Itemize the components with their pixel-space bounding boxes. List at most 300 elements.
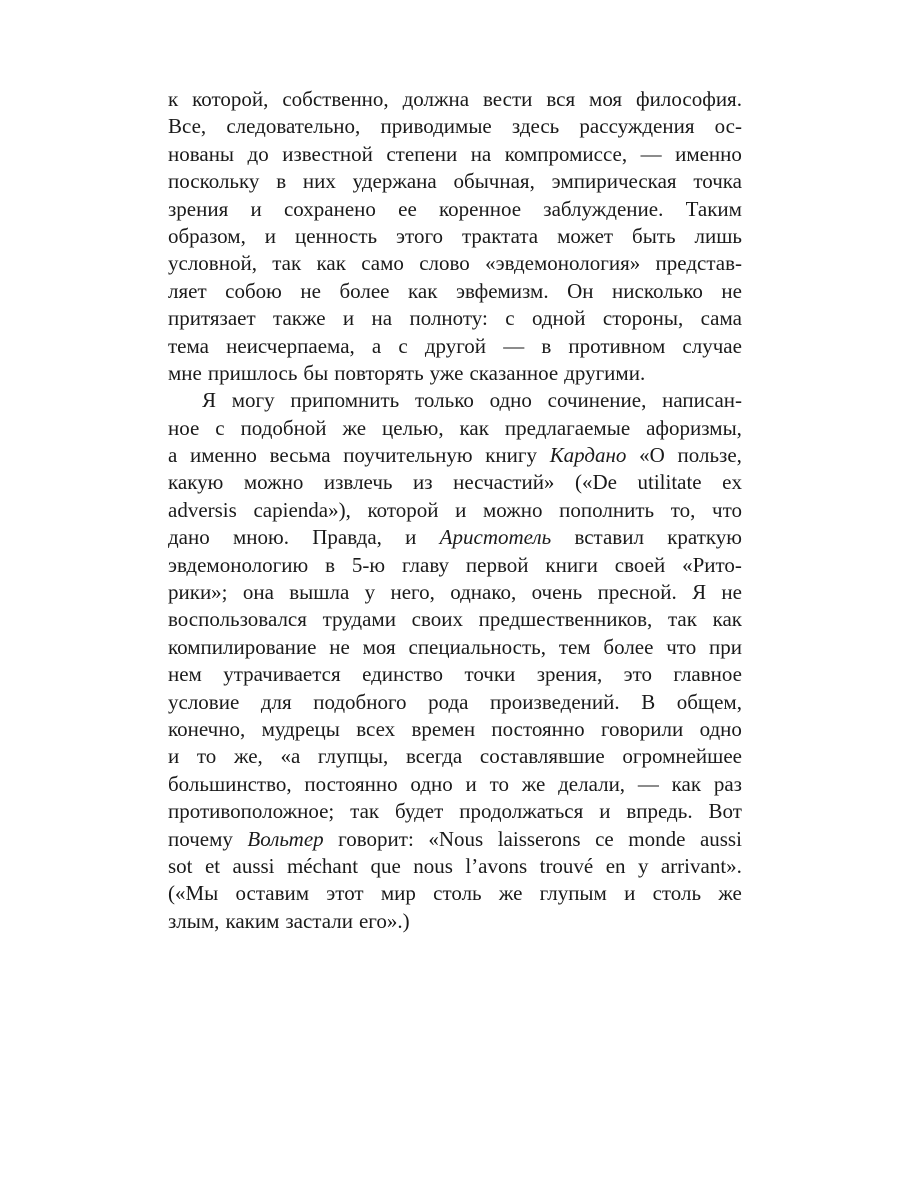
word	[612, 278, 703, 305]
word	[545, 552, 598, 579]
word	[692, 579, 706, 606]
text-line	[168, 278, 742, 305]
word	[197, 743, 216, 770]
word	[490, 689, 620, 716]
text-line	[168, 908, 742, 935]
word-text: этого	[396, 223, 444, 248]
word-text: это	[623, 662, 653, 687]
word-text: говорили	[600, 716, 684, 741]
word	[464, 661, 515, 688]
word	[675, 141, 742, 168]
word-text: пришлось	[207, 360, 298, 385]
word	[667, 524, 742, 551]
word	[505, 141, 627, 168]
word-text: однако,	[450, 580, 517, 605]
word	[403, 86, 469, 113]
text-line	[168, 415, 742, 442]
word-text: обычная,	[453, 169, 535, 194]
word-text: («Мы	[168, 881, 219, 906]
word	[226, 113, 360, 140]
word-text: заблуждение.	[543, 196, 664, 221]
word-text: тем	[558, 634, 591, 659]
word	[568, 333, 665, 360]
word-text: степени	[386, 141, 458, 166]
word	[300, 278, 321, 305]
word-text: здесь	[511, 114, 560, 139]
word	[628, 826, 685, 853]
word	[329, 634, 350, 661]
word	[413, 853, 453, 880]
word	[505, 415, 630, 442]
word	[428, 826, 483, 853]
word-text: компромиссе,	[504, 141, 628, 166]
word	[491, 716, 584, 743]
word	[641, 141, 662, 168]
word	[564, 360, 645, 387]
text-line	[168, 771, 742, 798]
word	[455, 497, 466, 524]
text-line	[168, 113, 742, 140]
word-text: лишь	[694, 223, 742, 248]
word	[343, 305, 354, 332]
text-line	[168, 442, 742, 469]
page-body	[168, 86, 742, 935]
word-text: припомнить	[290, 388, 400, 413]
word-text: «О	[639, 443, 665, 468]
word-text: и	[455, 497, 467, 522]
word-text: capienda»),	[253, 497, 351, 522]
word-text: можно	[243, 470, 304, 495]
word	[168, 278, 207, 305]
word-text: эвфемизм.	[455, 278, 549, 303]
paragraph	[168, 86, 742, 387]
word	[290, 387, 399, 414]
word-text: одно	[410, 771, 453, 796]
word-text: предлагаемые	[504, 415, 631, 440]
word-text: можно	[483, 497, 543, 522]
word-text: Правда,	[312, 525, 382, 550]
word	[168, 360, 202, 387]
text-line	[168, 196, 742, 223]
word	[406, 743, 462, 770]
word-text: и	[342, 306, 355, 331]
word-text: пополнить	[559, 497, 655, 522]
word	[270, 442, 331, 469]
word-text: как	[671, 771, 702, 796]
word-text: произведений.	[490, 689, 620, 714]
word-text: utilitate	[637, 470, 702, 495]
word	[343, 442, 472, 469]
word	[234, 743, 263, 770]
word	[168, 469, 223, 496]
word-text: и	[168, 744, 180, 769]
word-text: не	[329, 634, 350, 659]
word	[637, 469, 701, 496]
word	[532, 305, 586, 332]
word-text: же	[342, 415, 367, 440]
word	[567, 278, 593, 305]
word	[243, 579, 274, 606]
word-text: злым,	[168, 908, 220, 933]
word-text: с	[505, 306, 515, 331]
word-text: представ-	[655, 251, 742, 276]
word	[471, 141, 492, 168]
word-text: Таким	[685, 196, 742, 221]
word-text: афоризмы,	[646, 415, 742, 440]
word-text: и	[599, 799, 611, 824]
word	[677, 689, 742, 716]
word-text: поскольку	[168, 169, 260, 194]
word	[168, 415, 199, 442]
word-text: для	[260, 689, 292, 714]
word-text: monde	[628, 826, 686, 851]
word	[371, 853, 401, 880]
word	[215, 415, 224, 442]
text-line	[168, 141, 742, 168]
word-text: своих	[411, 607, 463, 632]
word-text: y	[637, 853, 649, 878]
word	[225, 278, 282, 305]
word-text: трудами	[322, 607, 396, 632]
word-text: et	[204, 853, 221, 878]
word-text: главное	[673, 662, 742, 687]
word-text: ex	[722, 470, 742, 495]
word	[244, 469, 304, 496]
word	[479, 606, 653, 633]
word	[343, 415, 367, 442]
word-text: раз	[713, 771, 742, 796]
word	[241, 415, 327, 442]
word-text: глупым	[539, 881, 607, 906]
word-text: другой	[424, 333, 487, 358]
word	[559, 634, 591, 661]
word	[638, 771, 659, 798]
word	[168, 442, 177, 469]
word	[638, 853, 649, 880]
word	[490, 771, 509, 798]
word	[251, 196, 262, 223]
word	[390, 579, 434, 606]
word-text: не	[721, 580, 742, 605]
word-text: книги	[545, 552, 598, 577]
word-text: и	[250, 196, 262, 221]
word	[540, 853, 594, 880]
word	[285, 908, 353, 935]
word-text: aussi	[699, 826, 742, 851]
word-text: подобной	[240, 415, 327, 440]
word	[603, 305, 683, 332]
word	[356, 716, 395, 743]
word-text: то,	[670, 497, 696, 522]
word	[386, 141, 457, 168]
word-text: собою	[225, 278, 282, 303]
word	[284, 196, 376, 223]
word-text: —	[637, 771, 659, 796]
word	[695, 223, 742, 250]
word-text: компилирование	[168, 634, 317, 659]
word	[168, 826, 233, 853]
word-text: главу	[401, 552, 450, 577]
word	[223, 661, 340, 688]
word-text: к	[168, 87, 179, 111]
word-text: мудрецы	[261, 716, 340, 741]
word-text: написан-	[662, 388, 742, 413]
word	[615, 552, 665, 579]
word	[350, 798, 379, 825]
word-text: застали	[285, 908, 353, 933]
word	[606, 853, 626, 880]
word-text: первой	[465, 552, 529, 577]
word-text: одно	[489, 388, 532, 413]
word-text: всех	[356, 716, 396, 741]
word	[272, 250, 301, 277]
word	[317, 250, 346, 277]
word	[409, 634, 547, 661]
word	[253, 497, 350, 524]
word	[168, 798, 334, 825]
word-text: нем	[168, 662, 202, 687]
word-text: повторять	[334, 360, 424, 385]
word	[247, 826, 323, 853]
word-text: неисчерпаема,	[226, 333, 355, 358]
text-line	[168, 716, 742, 743]
word	[466, 552, 529, 579]
word	[485, 250, 640, 277]
word-text: вставил	[574, 525, 644, 550]
text-line	[168, 333, 742, 360]
word-text: точка	[693, 169, 742, 194]
word-text: сочинение,	[547, 388, 647, 413]
word	[721, 579, 742, 606]
word	[409, 305, 487, 332]
word-text: то	[196, 744, 217, 769]
word-text: постоянно	[304, 771, 398, 796]
word	[498, 826, 581, 853]
text-line	[168, 360, 742, 387]
paragraph	[168, 387, 742, 935]
word-text: удержана	[352, 169, 437, 194]
word-text: должна	[402, 87, 470, 111]
word-text: она	[242, 580, 274, 605]
word-text: из	[413, 470, 433, 495]
word-text: ное	[168, 415, 200, 440]
word-text: составлявшие	[479, 744, 605, 769]
word	[338, 826, 414, 853]
word	[589, 86, 622, 113]
text-line	[168, 634, 742, 661]
word-text: и	[624, 881, 636, 906]
word	[168, 716, 245, 743]
word-text: нованы	[168, 141, 235, 166]
word-text: en	[605, 853, 626, 878]
word	[540, 880, 607, 907]
word-text: «а	[280, 744, 301, 769]
word	[233, 853, 275, 880]
word	[226, 333, 355, 360]
word-text: именно	[190, 443, 257, 468]
word-text: и	[264, 223, 277, 248]
word-text: моя	[362, 634, 396, 659]
word-text: уже	[429, 360, 464, 385]
word-text: извлечь	[323, 470, 393, 495]
word-text: на	[470, 141, 492, 166]
word-text: в	[541, 333, 552, 358]
word-text: ее	[398, 196, 417, 221]
word	[639, 442, 665, 469]
word	[411, 716, 475, 743]
word	[469, 360, 558, 387]
word-text: делали,	[558, 771, 626, 796]
word	[599, 798, 610, 825]
word	[410, 771, 452, 798]
word-text: условной,	[168, 251, 257, 276]
word	[405, 524, 416, 551]
word	[682, 552, 742, 579]
word	[168, 743, 179, 770]
word	[626, 798, 692, 825]
text-line	[168, 689, 742, 716]
word-text: что	[666, 634, 697, 659]
word-text: подобного	[313, 689, 407, 714]
word-text: этот	[326, 881, 364, 906]
text-line	[168, 305, 742, 332]
word-text: «эвдемонология»	[485, 251, 641, 276]
word-text: огромнейшее	[622, 744, 742, 769]
word-text: единство	[362, 662, 444, 687]
word	[579, 113, 694, 140]
word	[168, 250, 257, 277]
word	[367, 497, 438, 524]
word	[262, 716, 340, 743]
word	[190, 442, 257, 469]
word	[361, 250, 404, 277]
word	[662, 387, 742, 414]
word-text: ляет	[168, 278, 207, 303]
word	[248, 141, 269, 168]
word	[372, 305, 393, 332]
word-text: мир	[380, 881, 416, 906]
word-text: В	[641, 689, 656, 714]
word	[362, 661, 443, 688]
word-text: другими.	[564, 360, 646, 385]
word-text: в	[276, 169, 287, 194]
word-text: философия.	[636, 87, 742, 111]
word	[678, 442, 742, 469]
word	[396, 223, 443, 250]
word-text: также	[273, 306, 326, 331]
word-text: мне	[168, 360, 202, 385]
word	[168, 771, 292, 798]
word	[372, 333, 381, 360]
word	[483, 86, 532, 113]
word	[715, 113, 742, 140]
word	[462, 223, 538, 250]
text-line	[168, 661, 742, 688]
word-text: рики»;	[168, 580, 228, 605]
word	[666, 634, 696, 661]
word	[232, 387, 275, 414]
word-text: предшественников,	[478, 607, 653, 632]
word	[546, 86, 575, 113]
word	[168, 141, 234, 168]
word-text: же,	[233, 744, 263, 769]
word-text: то	[489, 771, 509, 796]
word-text: столь	[433, 881, 482, 906]
word	[598, 579, 677, 606]
word	[192, 86, 268, 113]
word-text: каким	[225, 908, 280, 933]
word-text: у	[364, 580, 376, 605]
word	[324, 469, 393, 496]
word-text: утрачивается	[223, 662, 341, 687]
word	[352, 552, 385, 579]
word	[624, 880, 635, 907]
word-text: как	[316, 251, 346, 276]
word-text: вся	[546, 87, 576, 111]
word-text: что	[712, 497, 742, 522]
word-text: при	[709, 634, 742, 659]
word	[550, 442, 627, 469]
word	[265, 223, 276, 250]
word-text: всегда	[405, 744, 463, 769]
text-line	[168, 387, 742, 414]
word	[557, 223, 613, 250]
word-text: собственно,	[282, 87, 389, 111]
word-text: «Nous	[428, 826, 484, 851]
word	[603, 634, 653, 661]
word	[168, 524, 210, 551]
text-line	[168, 880, 742, 907]
word	[456, 278, 549, 305]
word	[574, 524, 644, 551]
text-line	[168, 524, 742, 551]
word	[701, 305, 742, 332]
word-text: него,	[390, 580, 435, 605]
word-text: следовательно,	[226, 114, 361, 139]
word-text: adversis	[168, 497, 237, 522]
word	[205, 853, 220, 880]
text-line	[168, 798, 742, 825]
word	[709, 634, 742, 661]
word	[326, 880, 363, 907]
word-text: может	[557, 223, 614, 248]
word-text: Он	[567, 278, 594, 303]
word	[522, 771, 546, 798]
italic-name: Аристотель	[439, 525, 552, 550]
text-line	[168, 250, 742, 277]
word-text: trouvé	[539, 853, 594, 878]
text-line	[168, 579, 742, 606]
word	[718, 880, 742, 907]
word	[276, 168, 286, 195]
word-text: —	[640, 141, 662, 166]
word	[671, 497, 696, 524]
word-text: так	[667, 607, 697, 632]
word-text: образом,	[168, 223, 246, 248]
word-text: глупцы,	[317, 744, 389, 769]
word-text: с	[398, 333, 408, 358]
word-text: полноту:	[409, 306, 488, 331]
word-text: же	[521, 771, 546, 796]
word	[454, 168, 535, 195]
word	[312, 524, 382, 551]
word	[653, 880, 702, 907]
text-line	[168, 606, 742, 633]
word-text: до	[247, 141, 269, 166]
word	[236, 880, 310, 907]
word-text: быть	[632, 223, 676, 248]
word-text: специальность,	[408, 634, 547, 659]
